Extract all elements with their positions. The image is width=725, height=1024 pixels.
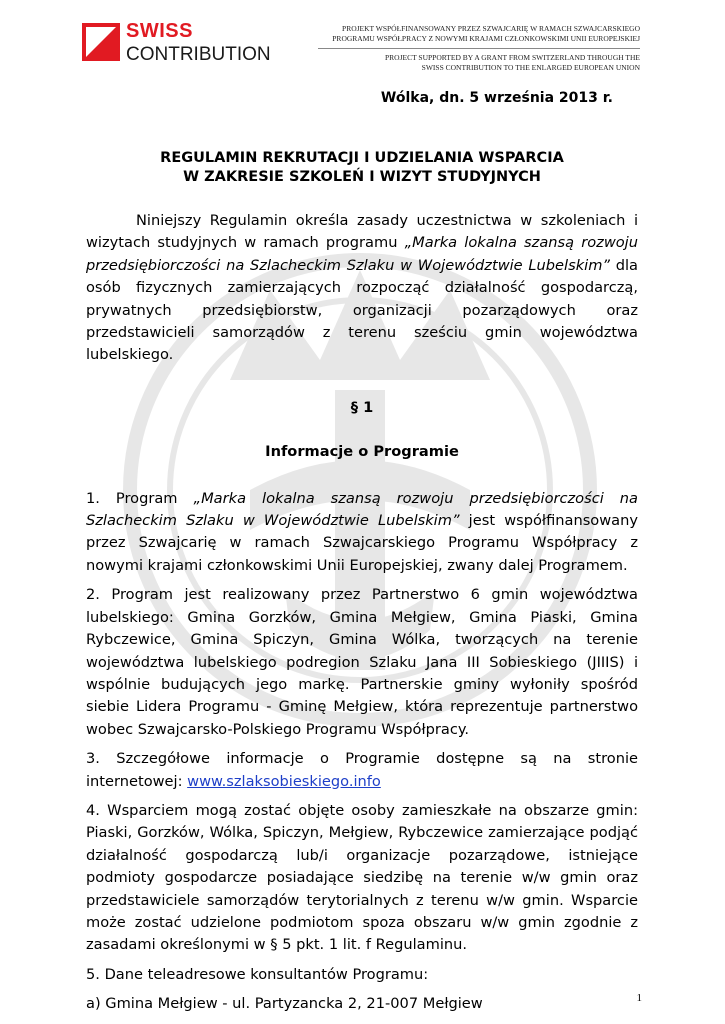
intro-text-1: Niniejszy Regulamin określa zasady uczestnictwa w szkoleniach i wizytach studyjnych w ramach programu xyxy=(86,212,638,252)
list-item-4: 4. Wsparciem mogą zostać objęte osoby zamieszkałe na obszarze gmin: Piaski, Gorzków, Wólka, Spiczyn, Mełgiew, Rybczewice zamierzające podjąć działalność gospodarczą lub/i organizacje pozarządowe, istniejące podmioty gospodarcze posiadające siedzibę na terenie w/w gmin oraz przedstawiciele samorządów terytorialnych z terenu w/w gmin. Wsparcie może zostać udzielone podmiotom spoza obszaru w/w gmin zgodnie z zasadami określonymi w § 5 pkt. 1 lit. f Regulaminu. xyxy=(86,801,638,954)
section-title: Informacje o Programie xyxy=(265,443,459,461)
header-note-pl-1: PROJEKT WSPÓŁFINANSOWANY PRZEZ SZWAJCARIĘ W RAMACH SZWAJCARSKIEGO xyxy=(342,24,640,33)
swiss-contribution-logo xyxy=(82,20,271,70)
list-item-1 xyxy=(86,488,638,578)
list-item-2: 2. Program jest realizowany przez Partnerstwo 6 gmin województwa lubelskiego: Gmina Gorzków, Gmina Mełgiew, Gmina Piaski, Gmina Rybczewice, Gmina Spiczyn, Gmina Wólka, tworzących na terenie województwa lubelskiego podregion Szlaku Jana III Sobieskiego (JIIIS) i wspólnie budujących jego markę. Partnerskie gminy wyłoniły spośród siebie Lidera Programu - Gminę Mełgiew, która reprezentuje partnerstwo wobec Szwajcarsko-Polskiego Programu Współpracy. xyxy=(86,586,638,738)
page-number: 1 xyxy=(636,992,642,1004)
intro-paragraph xyxy=(86,210,638,367)
item1-suffix: jest współfinansowany przez Szwajcarię w ramach Szwajcarskiego Programu Współpracy z nowymi krajami członkowskimi Unii Europejskiej, zwany dalej Programem. xyxy=(86,512,639,574)
intro-text-2: dla osób fizycznych zamierzających rozpocząć działalność gospodarczą, prywatnych przedsiębiorstw, organizacji pozarządowych oraz przedstawicieli samorządów z terenu sześciu gmin województwa lubelskiego. xyxy=(86,256,639,364)
title-line-2: W ZAKRESIE SZKOLEŃ I WIZYT STUDYJNYCH xyxy=(183,169,541,185)
list-item-3 xyxy=(86,748,638,793)
list-item-5a: a) Gmina Mełgiew - ul. Partyzancka 2, 21-007 Mełgiew xyxy=(86,995,483,1013)
section-number: § 1 xyxy=(350,398,374,416)
list-item-5: 5. Dane teleadresowe konsultantów Programu: xyxy=(86,965,429,983)
website-link[interactable]: www.szlaksobieskiego.info xyxy=(187,772,381,790)
item1-prefix: 1. Program xyxy=(86,489,194,507)
header-note-pl-2: PROGRAMU WSPÓŁPRACY Z NOWYMI KRAJAMI CZŁONKOWSKIMI UNII EUROPEJSKIEJ xyxy=(332,33,640,43)
logo-text-swiss: SWISS xyxy=(126,20,193,42)
document-title xyxy=(86,149,638,187)
title-line-1: REGULAMIN REKRUTACJI I UDZIELANIA WSPARCIA xyxy=(160,150,564,166)
document-date: Wólka, dn. 5 września 2013 r. xyxy=(380,90,613,106)
item3-text: 3. Szczegółowe informacje o Programie dostępne są na stronie internetowej: xyxy=(86,750,638,790)
document-body xyxy=(86,210,638,1023)
logo-text-contribution: CONTRIBUTION xyxy=(126,44,271,65)
header-note-en-2: SWISS CONTRIBUTION TO THE ENLARGED EUROPEAN UNION xyxy=(421,62,640,72)
swiss-cross-icon xyxy=(82,23,120,61)
header-notes xyxy=(318,24,640,72)
header-divider xyxy=(318,48,640,49)
item1-program-name: „Marka lokalna szansą rozwoju przedsiębiorczości na Szlacheckim Szlaku w Województwie Lubelskim” xyxy=(86,489,638,530)
header-note-en-1: PROJECT SUPPORTED BY A GRANT FROM SWITZERLAND THROUGH THE xyxy=(385,53,640,62)
intro-program-name: „Marka lokalna szansą rozwoju przedsiębiorczości na Szlacheckim Szlaku w Województwie Lubelskim” xyxy=(86,234,638,274)
